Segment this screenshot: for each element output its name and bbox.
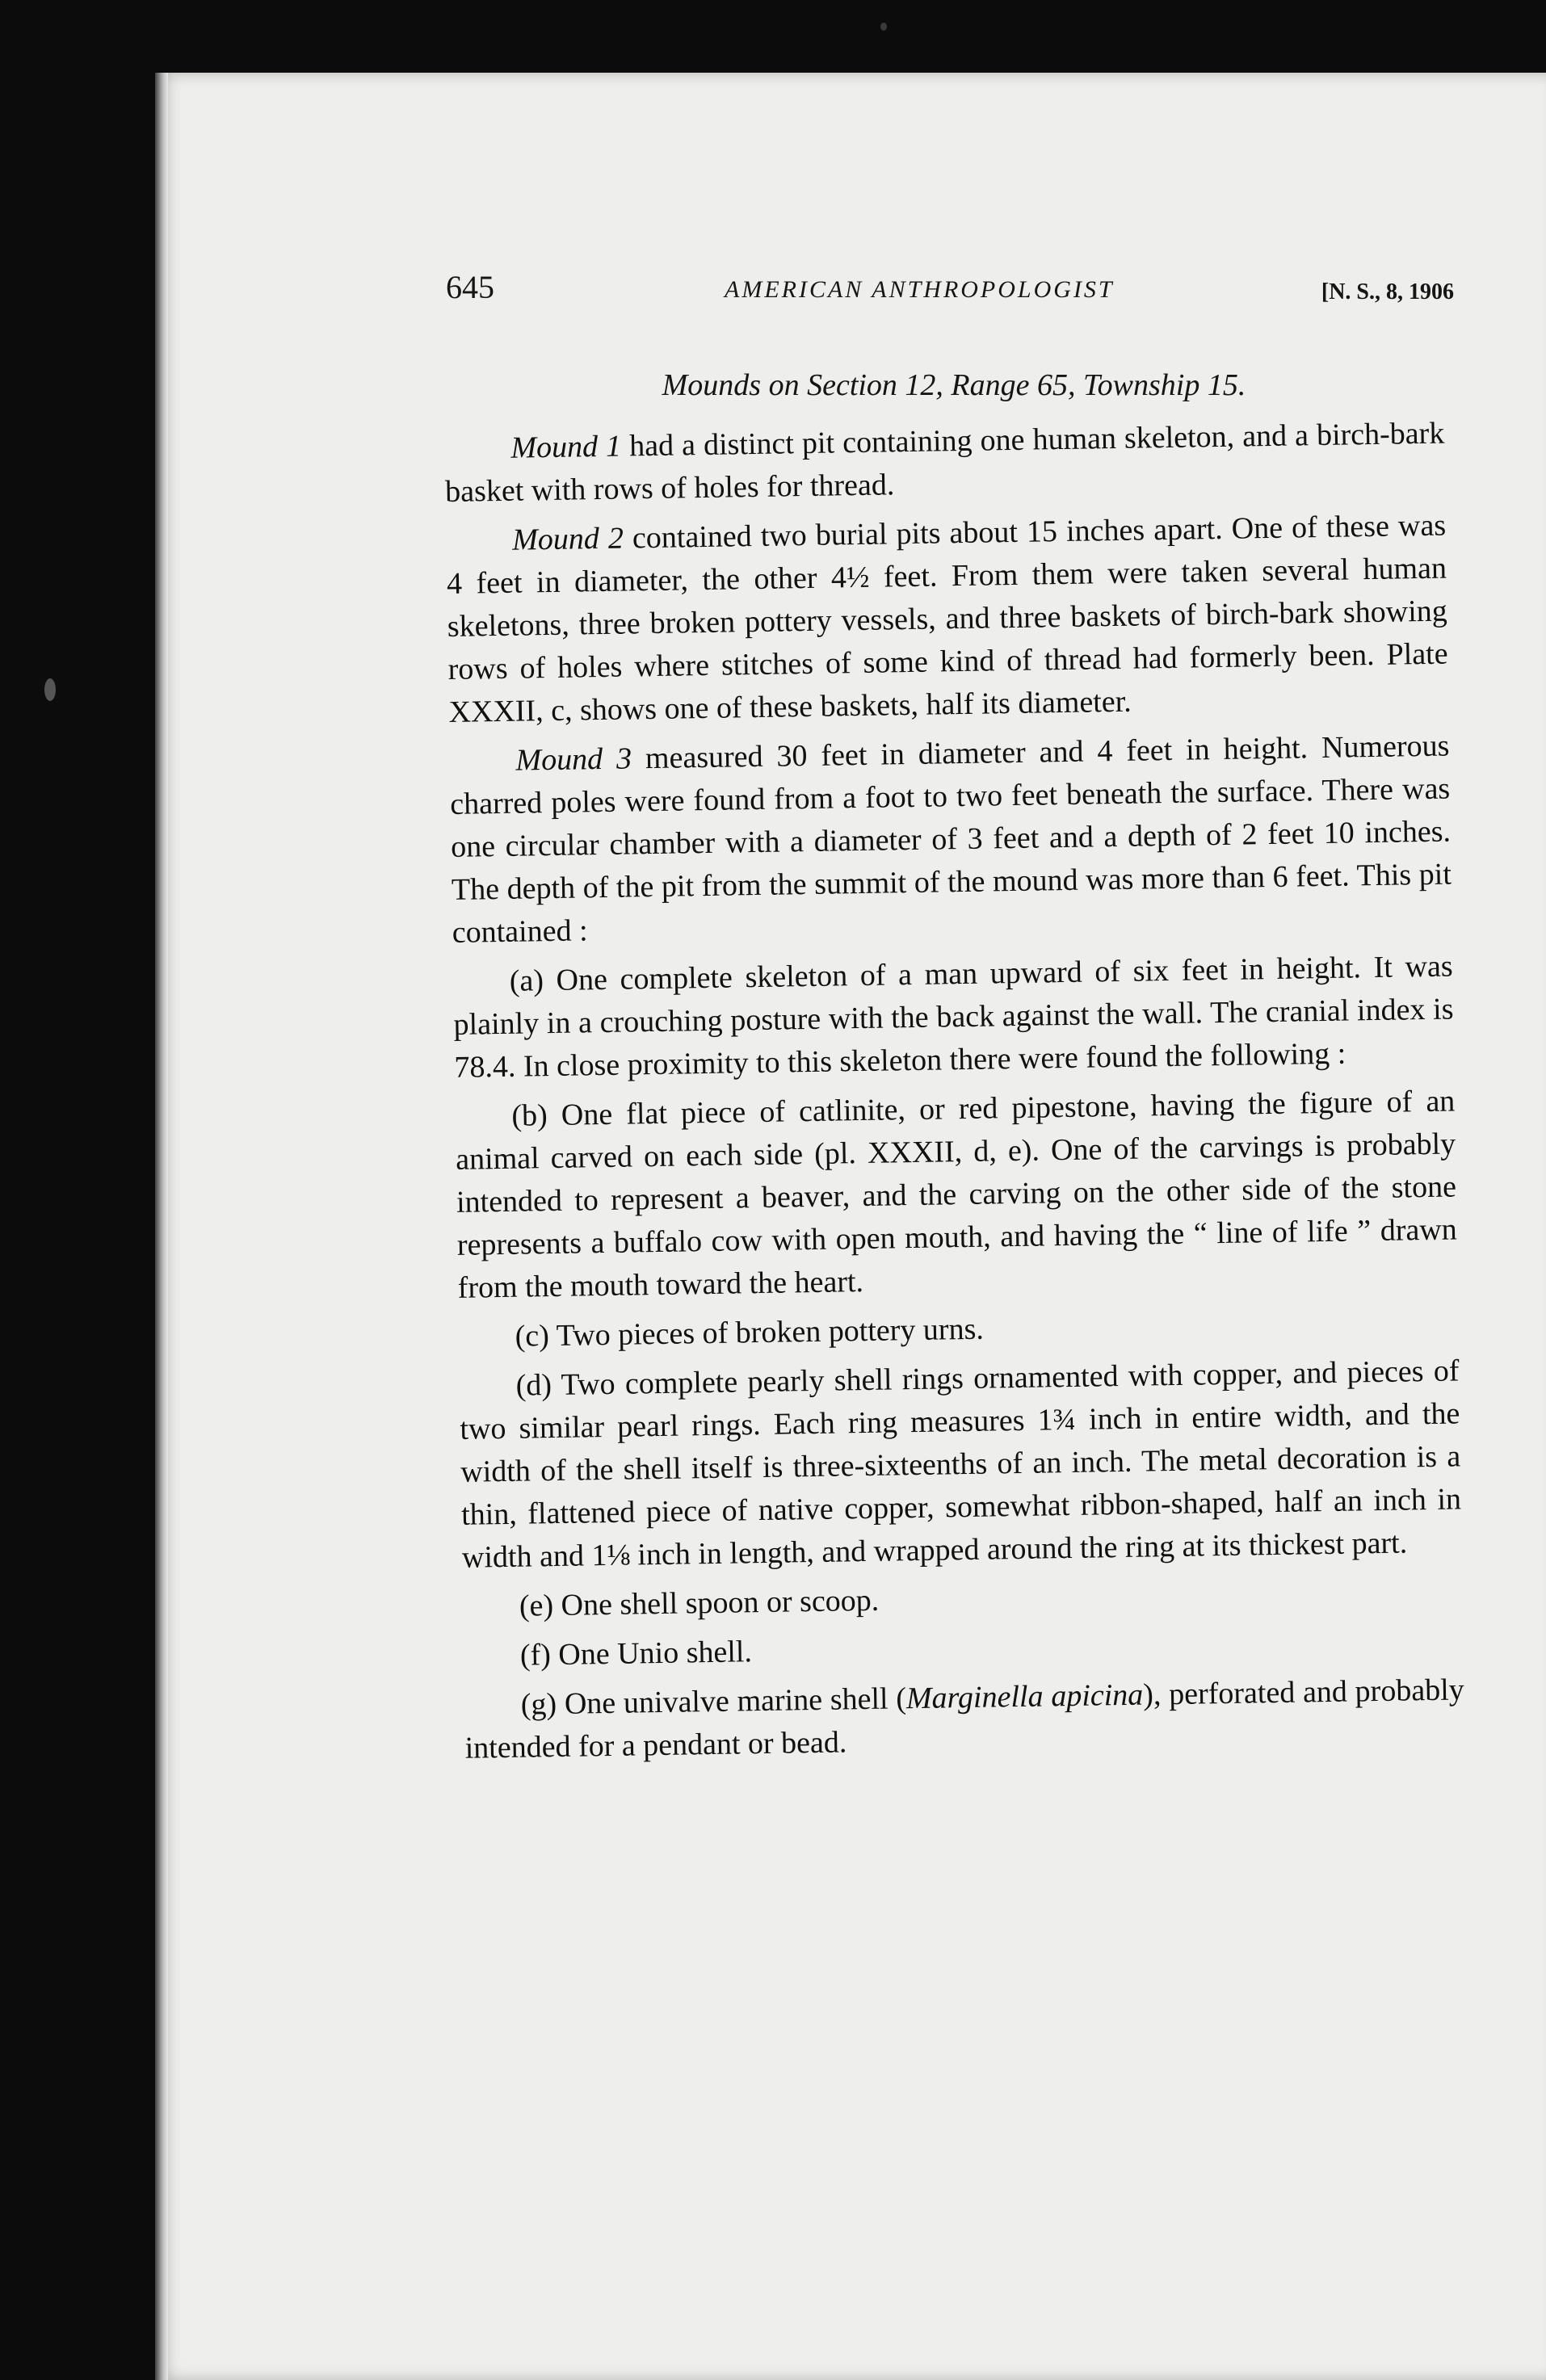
item-marker: (e) [519,1589,554,1623]
species-name: Marginella apicina [905,1677,1144,1716]
item-text: Two complete pearly shell rings ornamented with copper, and pieces of two similar pearl rings. Each ring measures 1¾ inch in entire width, and the width of the shell itself is three-sixteenths of an inch. The metal decoration is a thin, flattened piece of native copper, somewhat ribbon-shaped, half an inch in width and 1⅛ inch in length, and wrapped around the ring at its thickest part. [460,1354,1462,1575]
item-marker: (c) [515,1319,550,1354]
paragraph-mound-2 [446,505,1449,734]
paragraph-text: measured 30 feet in diameter and 4 feet in height. Numerous charred poles were found from a foot to two feet beneath the surface. There was one circular chamber with a diameter of 3 feet and a depth of 2 feet 10 inches. The depth of the pit from the summit of the mound was more than 6 feet. This pit contained : [449,728,1452,950]
item-text: ), perforated and probably intended for a pendant or bead. [464,1673,1465,1765]
item-text: One univalve marine shell ( [556,1681,907,1722]
running-title: AMERICAN ANTHROPOLOGIST [725,276,1115,303]
list-item-e [463,1570,1464,1628]
paragraph-text: had a distinct pit containing one human skeleton, and a birch-bark basket with rows of holes for thread. [444,416,1445,509]
series-info: [N. S., 8, 1906 [1321,279,1454,304]
page-number: 645 [446,269,494,305]
list-item-g [464,1669,1465,1769]
list-item-f [463,1619,1464,1677]
page-edge [155,73,168,2380]
list-item-c [458,1300,1459,1358]
section-heading: Mounds on Section 12, Range 65, Township 15. [662,368,1246,402]
scan-dust-mark [44,678,56,701]
paragraph-lead: Mound 2 [511,521,624,557]
paragraph-lead: Mound 1 [510,429,622,465]
item-marker: (g) [520,1687,557,1722]
item-text: Two pieces of broken pottery urns. [548,1312,985,1354]
list-item-a [452,945,1454,1089]
item-marker: (b) [511,1098,548,1133]
paragraph-mound-1 [444,413,1446,514]
paragraph-mound-3 [449,725,1452,955]
scan-dust-mark [880,23,887,31]
item-text: One complete skeleton of a man upward of six feet in height. It was plainly in a crouching posture with the back against the wall. The cranial index is 78.4. In close proximity to this skeleton there were found the following : [453,949,1454,1085]
item-text: One shell spoon or scoop. [552,1583,880,1623]
item-marker: (d) [515,1368,552,1403]
list-item-d [459,1350,1462,1579]
paragraph-text: contained two burial pits about 15 inches apart. One of these was 4 feet in diameter, the other 4½ feet. From them were taken several human skeletons, three broken pottery vessels, and three baskets of birch-bark showing rows of holes where stitches of some kind of thread had formerly been. Plate XXXII, c, shows one of these baskets, half its diameter. [446,508,1448,729]
body-text [444,413,1465,1770]
item-text: One Unio shell. [550,1635,753,1673]
item-marker: (a) [509,963,544,998]
list-item-b [455,1080,1458,1309]
item-text: One flat piece of catlinite, or red pipestone, having the figure of an animal carved on each side (pl. XXXII, d, e). One of the carvings is probably intended to represent a beaver, and the carving on the other side of the stone represents a buffalo cow with open mouth, and having the “ line of life ” drawn from the mouth toward the heart. [455,1084,1458,1305]
item-marker: (f) [519,1638,552,1673]
paragraph-lead: Mound 3 [515,741,632,778]
page-header [446,268,1462,317]
